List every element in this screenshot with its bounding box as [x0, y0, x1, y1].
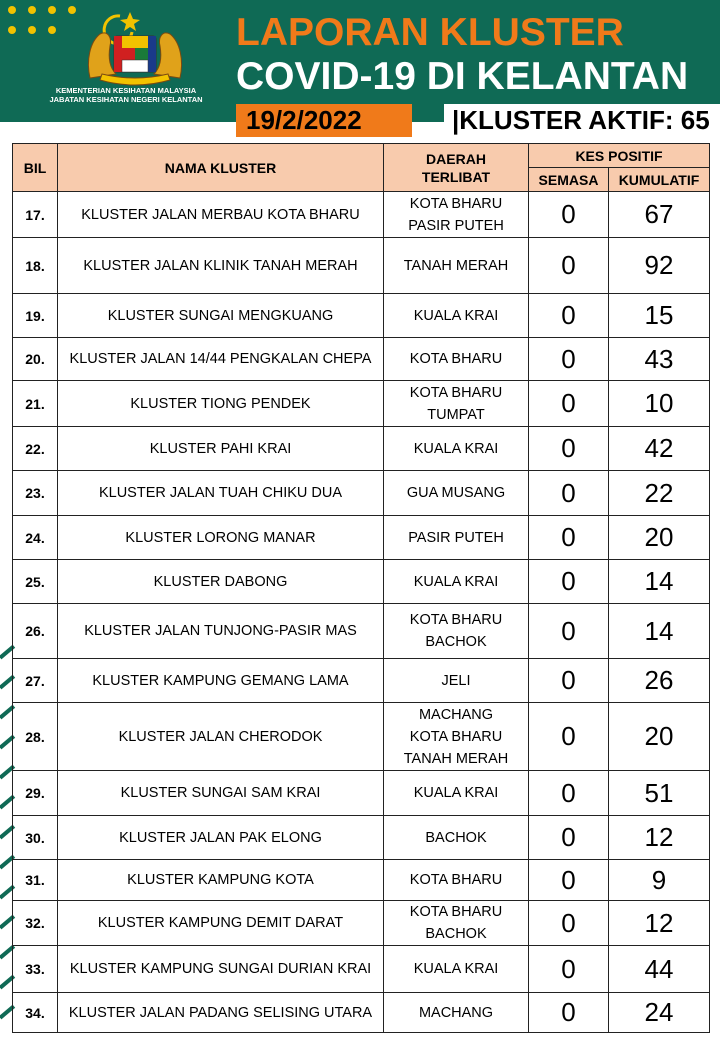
cell-kumulatif: 22	[609, 471, 710, 516]
table-row	[13, 338, 710, 381]
header-nama-kluster: NAMA KLUSTER	[58, 144, 384, 192]
daerah-name: KUALA KRAI	[413, 307, 499, 324]
cell-kumulatif: 20	[609, 516, 710, 560]
cell-daerah-terlibat	[384, 816, 529, 860]
cell-kumulatif: 67	[609, 192, 710, 238]
table-row	[13, 860, 710, 901]
header-kumulatif: KUMULATIF	[609, 168, 710, 192]
cell-bil: 34.	[13, 993, 58, 1033]
cell-nama-kluster: KLUSTER TIONG PENDEK	[58, 381, 384, 427]
cell-bil: 32.	[13, 901, 58, 946]
cell-nama-kluster: KLUSTER JALAN MERBAU KOTA BHARU	[58, 192, 384, 238]
daerah-name: PASIR PUTEH	[408, 217, 504, 234]
cell-bil: 25.	[13, 560, 58, 604]
cell-nama-kluster: KLUSTER KAMPUNG DEMIT DARAT	[58, 901, 384, 946]
daerah-name: KOTA BHARU	[409, 384, 503, 401]
daerah-name: KUALA KRAI	[413, 785, 499, 801]
table-row	[13, 901, 710, 946]
cell-bil: 19.	[13, 294, 58, 338]
header-semasa: SEMASA	[529, 168, 609, 192]
cell-bil: 20.	[13, 338, 58, 381]
daerah-name: MACHANG	[418, 1004, 494, 1021]
cell-kumulatif: 10	[609, 381, 710, 427]
daerah-name: KOTA BHARU	[409, 872, 503, 888]
cell-kumulatif: 92	[609, 238, 710, 294]
daerah-name: KOTA BHARU	[409, 728, 503, 745]
cell-semasa: 0	[529, 471, 609, 516]
daerah-name: KOTA BHARU	[409, 195, 503, 212]
daerah-name: KUALA KRAI	[413, 440, 499, 457]
cell-bil: 27.	[13, 659, 58, 703]
cell-semasa: 0	[529, 560, 609, 604]
report-title: LAPORAN KLUSTER	[236, 11, 624, 54]
table-row	[13, 516, 710, 560]
cell-daerah-terlibat	[384, 771, 529, 816]
cluster-table	[12, 143, 710, 1033]
header-kes-positif: KES POSITIF	[529, 144, 710, 168]
cell-nama-kluster: KLUSTER SUNGAI MENGKUANG	[58, 294, 384, 338]
cell-kumulatif: 12	[609, 816, 710, 860]
daerah-name: KOTA BHARU	[409, 612, 503, 628]
active-cluster-count: |KLUSTER AKTIF: 65	[444, 104, 720, 137]
cell-nama-kluster: KLUSTER JALAN PADANG SELISING UTARA	[58, 993, 384, 1033]
cell-bil: 30.	[13, 816, 58, 860]
cell-daerah-terlibat	[384, 901, 529, 946]
cell-kumulatif: 15	[609, 294, 710, 338]
cell-semasa: 0	[529, 946, 609, 993]
cell-bil: 24.	[13, 516, 58, 560]
cell-kumulatif: 9	[609, 860, 710, 901]
report-subtitle: COVID-19 DI KELANTAN	[236, 55, 689, 98]
cell-daerah-terlibat	[384, 560, 529, 604]
cell-semasa: 0	[529, 192, 609, 238]
cell-daerah-terlibat	[384, 238, 529, 294]
cell-kumulatif: 14	[609, 604, 710, 659]
table-row	[13, 294, 710, 338]
cell-nama-kluster: KLUSTER DABONG	[58, 560, 384, 604]
cell-bil: 26.	[13, 604, 58, 659]
cell-bil: 21.	[13, 381, 58, 427]
cell-bil: 33.	[13, 946, 58, 993]
cell-nama-kluster: KLUSTER KAMPUNG GEMANG LAMA	[58, 659, 384, 703]
cell-semasa: 0	[529, 860, 609, 901]
cell-daerah-terlibat	[384, 946, 529, 993]
cell-daerah-terlibat	[384, 338, 529, 381]
daerah-name: BACHOK	[425, 634, 487, 650]
table-row	[13, 604, 710, 659]
cell-daerah-terlibat	[384, 703, 529, 771]
cell-semasa: 0	[529, 238, 609, 294]
table-row	[13, 816, 710, 860]
table-row	[13, 238, 710, 294]
cell-kumulatif: 42	[609, 427, 710, 471]
daerah-name: BACHOK	[425, 926, 487, 942]
cell-semasa: 0	[529, 816, 609, 860]
cell-bil: 28.	[13, 703, 58, 771]
cell-daerah-terlibat	[384, 294, 529, 338]
cell-bil: 29.	[13, 771, 58, 816]
cell-daerah-terlibat	[384, 427, 529, 471]
cell-kumulatif: 20	[609, 703, 710, 771]
table-row	[13, 993, 710, 1033]
ministry-name: KEMENTERIAN KESIHATAN MALAYSIA	[55, 86, 197, 95]
daerah-name: GUA MUSANG	[406, 485, 506, 501]
cell-daerah-terlibat	[384, 993, 529, 1033]
cell-daerah-terlibat	[384, 381, 529, 427]
daerah-name: KUALA KRAI	[413, 961, 499, 977]
cell-semasa: 0	[529, 659, 609, 703]
daerah-name: KOTA BHARU	[409, 351, 503, 367]
cell-semasa: 0	[529, 901, 609, 946]
cell-nama-kluster: KLUSTER JALAN TUNJONG-PASIR MAS	[58, 604, 384, 659]
cell-bil: 31.	[13, 860, 58, 901]
cell-kumulatif: 14	[609, 560, 710, 604]
daerah-name: JELI	[441, 672, 471, 689]
cell-kumulatif: 24	[609, 993, 710, 1033]
table-row	[13, 659, 710, 703]
state-department-name: JABATAN KESIHATAN NEGERI KELANTAN	[49, 95, 203, 104]
daerah-name: TANAH MERAH	[403, 750, 509, 767]
cell-semasa: 0	[529, 338, 609, 381]
header-bil: BIL	[13, 144, 58, 192]
cell-bil: 23.	[13, 471, 58, 516]
cell-semasa: 0	[529, 294, 609, 338]
cell-kumulatif: 43	[609, 338, 710, 381]
cell-kumulatif: 44	[609, 946, 710, 993]
table-row	[13, 703, 710, 771]
table-row	[13, 192, 710, 238]
daerah-name: KOTA BHARU	[409, 904, 503, 920]
cell-nama-kluster: KLUSTER KAMPUNG SUNGAI DURIAN KRAI	[58, 946, 384, 993]
cell-semasa: 0	[529, 604, 609, 659]
cell-semasa: 0	[529, 427, 609, 471]
cell-daerah-terlibat	[384, 192, 529, 238]
cell-daerah-terlibat	[384, 471, 529, 516]
daerah-name: BACHOK	[425, 829, 487, 846]
malaysia-coat-of-arms-icon	[80, 10, 190, 88]
decorative-dots	[8, 4, 78, 40]
table-row	[13, 560, 710, 604]
daerah-name: TANAH MERAH	[403, 257, 509, 274]
daerah-name: TUMPAT	[427, 406, 485, 423]
header-daerah-terlibat	[384, 144, 529, 192]
cell-nama-kluster: KLUSTER SUNGAI SAM KRAI	[58, 771, 384, 816]
report-date: 19/2/2022	[236, 104, 412, 137]
cell-semasa: 0	[529, 516, 609, 560]
table-row	[13, 946, 710, 993]
cell-nama-kluster: KLUSTER PAHI KRAI	[58, 427, 384, 471]
daerah-name: PASIR PUTEH	[408, 529, 504, 546]
cell-nama-kluster: KLUSTER LORONG MANAR	[58, 516, 384, 560]
daerah-name: KUALA KRAI	[413, 573, 499, 590]
cell-daerah-terlibat	[384, 516, 529, 560]
cell-kumulatif: 26	[609, 659, 710, 703]
cell-semasa: 0	[529, 703, 609, 771]
ministry-caption	[28, 86, 224, 104]
header-daerah-line1: DAERAH	[426, 150, 486, 167]
cell-nama-kluster: KLUSTER JALAN PAK ELONG	[58, 816, 384, 860]
cell-semasa: 0	[529, 381, 609, 427]
cell-bil: 18.	[13, 238, 58, 294]
cell-kumulatif: 51	[609, 771, 710, 816]
cell-kumulatif: 12	[609, 901, 710, 946]
daerah-name: MACHANG	[418, 706, 494, 723]
table-row	[13, 771, 710, 816]
cell-semasa: 0	[529, 771, 609, 816]
header-daerah-line2: TERLIBAT	[421, 168, 491, 185]
cell-nama-kluster: KLUSTER KAMPUNG KOTA	[58, 860, 384, 901]
table-row	[13, 381, 710, 427]
cell-bil: 22.	[13, 427, 58, 471]
cell-semasa: 0	[529, 993, 609, 1033]
cell-nama-kluster: KLUSTER JALAN KLINIK TANAH MERAH	[58, 238, 384, 294]
cell-daerah-terlibat	[384, 604, 529, 659]
cell-nama-kluster: KLUSTER JALAN CHERODOK	[58, 703, 384, 771]
table-row	[13, 471, 710, 516]
cell-nama-kluster: KLUSTER JALAN 14/44 PENGKALAN CHEPA	[58, 338, 384, 381]
cell-bil: 17.	[13, 192, 58, 238]
cell-daerah-terlibat	[384, 860, 529, 901]
table-row	[13, 427, 710, 471]
cell-nama-kluster: KLUSTER JALAN TUAH CHIKU DUA	[58, 471, 384, 516]
cluster-table-body	[13, 192, 710, 1033]
cell-daerah-terlibat	[384, 659, 529, 703]
